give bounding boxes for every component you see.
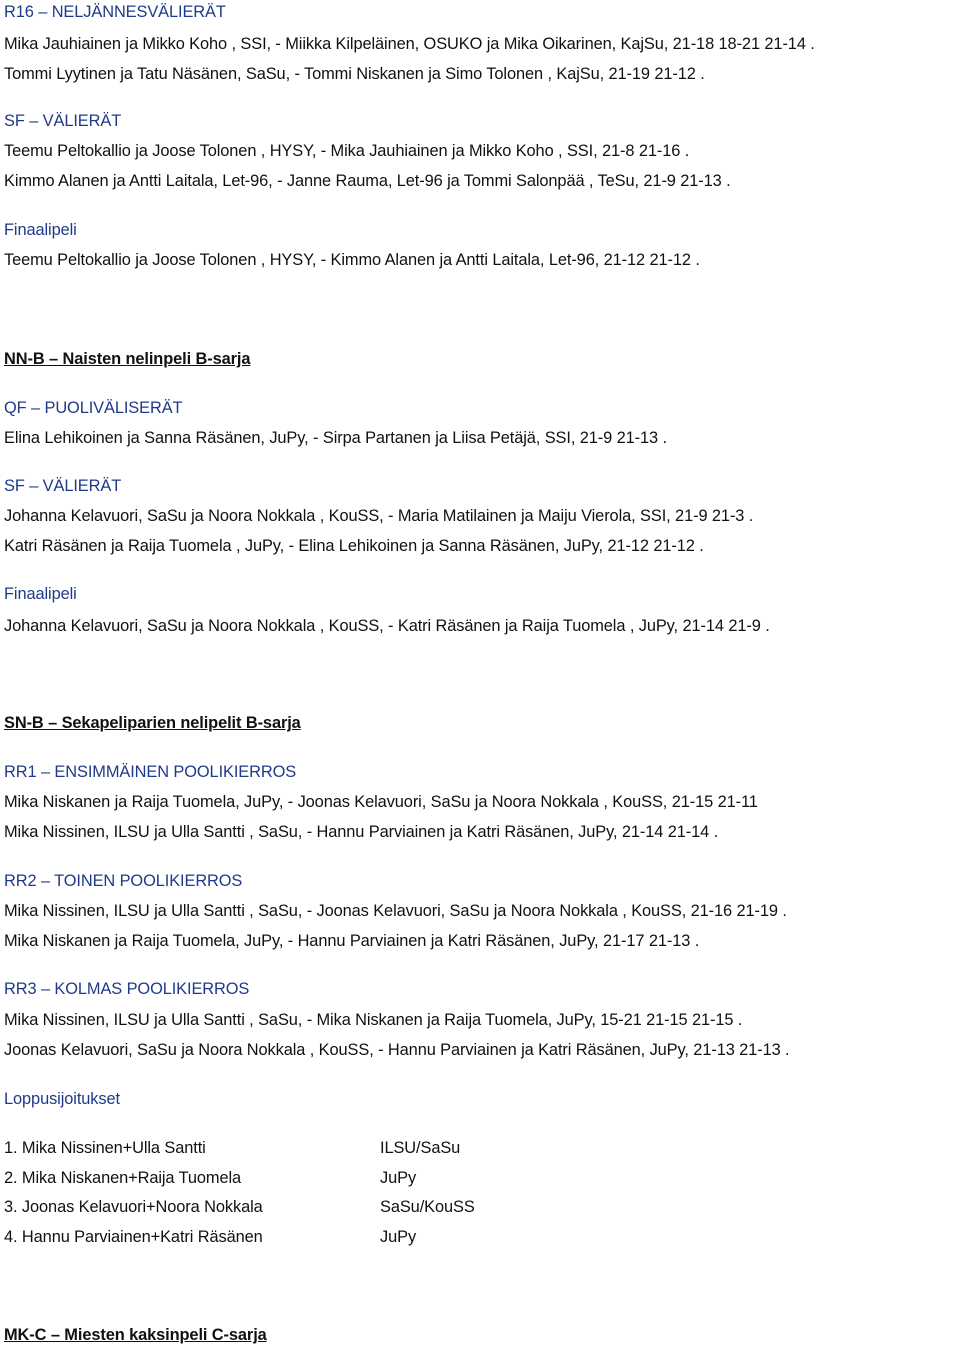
standings-heading: Loppusijoitukset <box>4 1090 120 1108</box>
final-heading: Finaalipeli <box>4 221 77 239</box>
match-result: Elina Lehikoinen ja Sanna Räsänen, JuPy, - Sirpa Partanen ja Liisa Petäjä, SSI, 21-9 21-13 . <box>4 429 667 447</box>
r16-heading: R16 – NELJÄNNESVÄLIERÄT <box>4 3 226 21</box>
match-result: Johanna Kelavuori, SaSu ja Noora Nokkala , KouSS, - Katri Räsänen ja Raija Tuomela , JuPy, 21-14 21-9 . <box>4 617 770 635</box>
match-result: Tommi Lyytinen ja Tatu Näsänen, SaSu, - Tommi Niskanen ja Simo Tolonen , KajSu, 21-19 21-12 . <box>4 65 705 83</box>
match-result: Johanna Kelavuori, SaSu ja Noora Nokkala , KouSS, - Maria Matilainen ja Maiju Vierola, SSI, 21-9 21-3 . <box>4 507 754 525</box>
standings-row <box>4 1136 461 1160</box>
match-result: Mika Niskanen ja Raija Tuomela, JuPy, - Hannu Parviainen ja Katri Räsänen, JuPy, 21-17 21-13 . <box>4 932 700 950</box>
standings-names: 1. Mika Nissinen+Ulla Santti <box>4 1139 206 1157</box>
match-result: Katri Räsänen ja Raija Tuomela , JuPy, - Elina Lehikoinen ja Sanna Räsänen, JuPy, 21-12 21-12 . <box>4 537 704 555</box>
qf-heading: QF – PUOLIVÄLISERÄT <box>4 399 183 417</box>
rr1-heading: RR1 – ENSIMMÄINEN POOLIKIERROS <box>4 763 297 781</box>
standings-club: ILSU/SaSu <box>380 1139 461 1157</box>
standings-club: JuPy <box>380 1228 417 1246</box>
match-result: Mika Nissinen, ILSU ja Ulla Santti , SaSu, - Mika Niskanen ja Raija Tuomela, JuPy, 15-21 21-15 21-15 . <box>4 1011 743 1029</box>
standings-names: 2. Mika Niskanen+Raija Tuomela <box>4 1169 242 1187</box>
mk-c-title: MK-C – Miesten kaksinpeli C-sarja <box>4 1326 267 1344</box>
standings-names: 4. Hannu Parviainen+Katri Räsänen <box>4 1228 263 1246</box>
match-result: Teemu Peltokallio ja Joose Tolonen , HYSY, - Mika Jauhiainen ja Mikko Koho , SSI, 21-8 21-16 . <box>4 142 690 160</box>
match-result: Mika Nissinen, ILSU ja Ulla Santti , SaSu, - Joonas Kelavuori, SaSu ja Noora Nokkala , KouSS, 21-16 21-19 . <box>4 902 787 920</box>
standings-club: JuPy <box>380 1169 417 1187</box>
nn-b-title: NN-B – Naisten nelinpeli B-sarja <box>4 350 251 368</box>
match-result: Mika Niskanen ja Raija Tuomela, JuPy, - Joonas Kelavuori, SaSu ja Noora Nokkala , KouSS, 21-15 21-11 <box>4 793 758 811</box>
match-result: Teemu Peltokallio ja Joose Tolonen , HYSY, - Kimmo Alanen ja Antti Laitala, Let-96, 21-12 21-12 . <box>4 251 700 269</box>
standings-club: SaSu/KouSS <box>380 1198 475 1216</box>
match-result: Mika Nissinen, ILSU ja Ulla Santti , SaSu, - Hannu Parviainen ja Katri Räsänen, JuPy, 21-14 21-14 . <box>4 823 719 841</box>
match-result: Joonas Kelavuori, SaSu ja Noora Nokkala , KouSS, - Hannu Parviainen ja Katri Räsänen, JuPy, 21-13 21-13 . <box>4 1041 790 1059</box>
final-heading: Finaalipeli <box>4 585 77 603</box>
sf-heading: SF – VÄLIERÄT <box>4 112 122 130</box>
match-result: Mika Jauhiainen ja Mikko Koho , SSI, - Miikka Kilpeläinen, OSUKO ja Mika Oikarinen, KajSu, 21-18 18-21 21-14 . <box>4 35 815 53</box>
rr2-heading: RR2 – TOINEN POOLIKIERROS <box>4 872 243 890</box>
sf-heading: SF – VÄLIERÄT <box>4 477 122 495</box>
standings-row <box>4 1166 417 1190</box>
rr3-heading: RR3 – KOLMAS POOLIKIERROS <box>4 980 250 998</box>
standings-row <box>4 1195 475 1219</box>
match-result: Kimmo Alanen ja Antti Laitala, Let-96, - Janne Rauma, Let-96 ja Tommi Salonpää , TeSu, 21-9 21-13 . <box>4 172 731 190</box>
standings-names: 3. Joonas Kelavuori+Noora Nokkala <box>4 1198 263 1216</box>
sn-b-title: SN-B – Sekapeliparien nelipelit B-sarja <box>4 714 301 732</box>
standings-row <box>4 1225 417 1249</box>
